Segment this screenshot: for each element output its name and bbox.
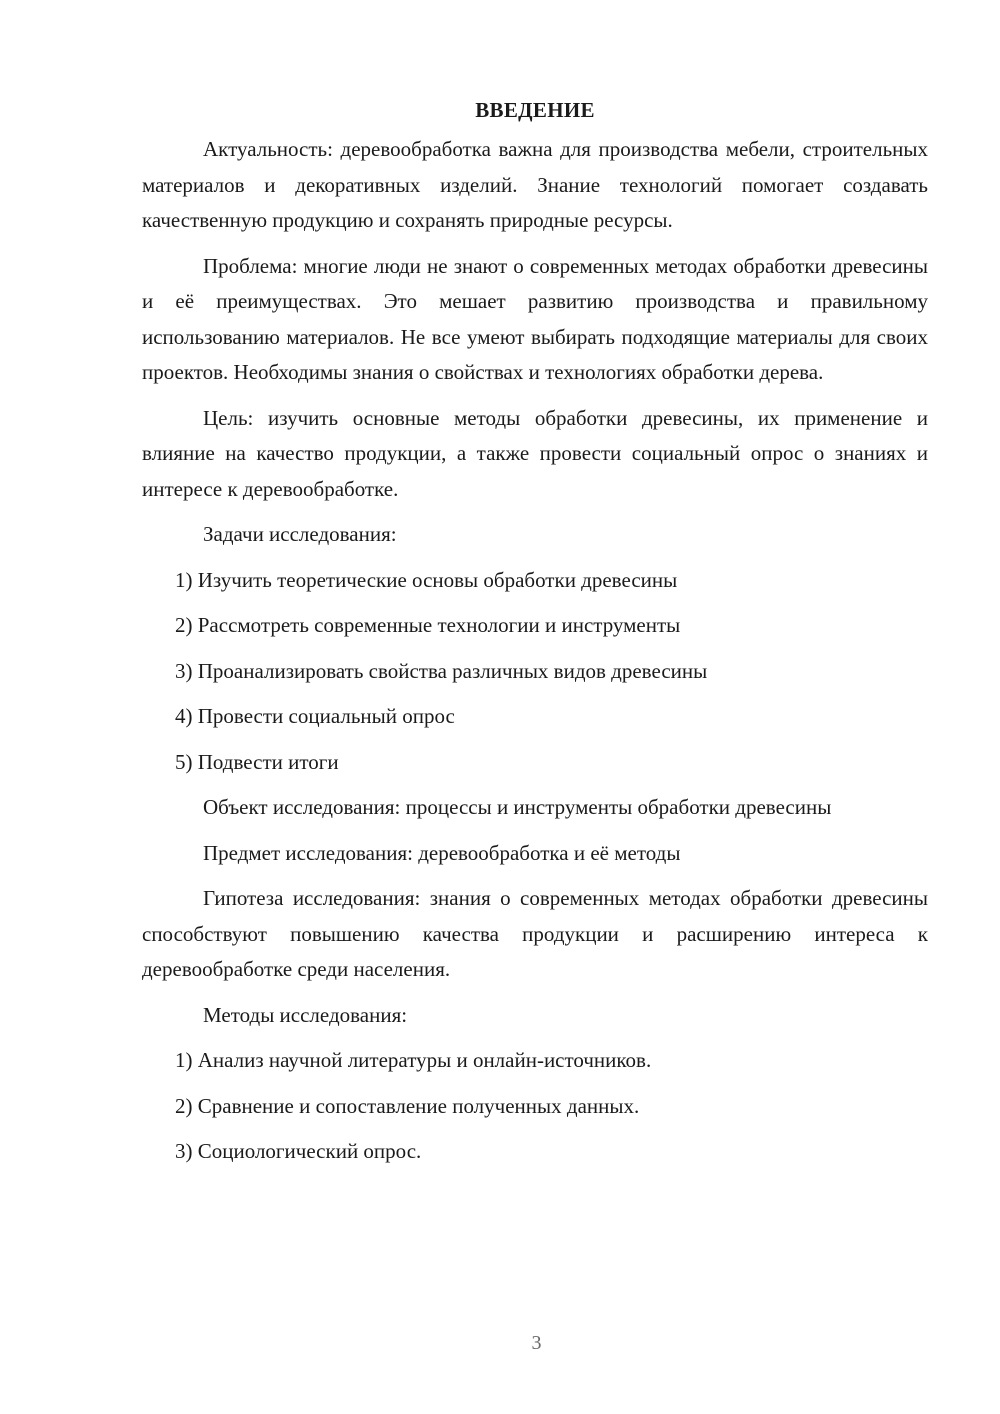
task-item: 2) Рассмотреть современные технологии и инструменты: [175, 613, 681, 637]
method-item: 2) Сравнение и сопоставление полученных данных.: [175, 1093, 640, 1118]
task-item: 1) Изучить теоретические основы обработки древесины: [175, 567, 678, 592]
task-item: 4) Провести социальный опрос: [175, 704, 455, 728]
hypothesis-paragraph: Гипотеза исследования: знания о современных методах обработки древесины способствуют повышению качества продукции и расширению интереса к деревообработке среди населения.: [142, 886, 928, 981]
goal-paragraph: Цель: изучить основные методы обработки древесины, их применение и влияние на качество продукции, а также провести социальный опрос о знаниях и интересе к деревообработке.: [142, 405, 928, 501]
tasks-list: [142, 563, 928, 781]
section-title: ВВЕДЕНИЕ: [475, 98, 595, 122]
document-page: [142, 92, 928, 1180]
page-number: 3: [531, 1332, 542, 1354]
relevance-paragraph: Актуальность: деревообработка важна для производства мебели, строительных материалов и декоративных изделий. Знание технологий помогает создавать качественную продукцию и сохранять природные ресурсы.: [142, 137, 928, 232]
task-item: 3) Проанализировать свойства различных видов древесины: [175, 658, 708, 683]
object-paragraph: Объект исследования: процессы и инструменты обработки древесины: [203, 795, 832, 819]
method-item: 1) Анализ научной литературы и онлайн-источников.: [175, 1048, 652, 1072]
methods-list: [142, 1043, 928, 1170]
subject-paragraph: Предмет исследования: деревообработка и её методы: [203, 840, 681, 865]
task-item: 5) Подвести итоги: [175, 749, 339, 774]
problem-paragraph: Проблема: многие люди не знают о современных методах обработки древесины и её преимуществах. Это мешает развитию производства и правильному использованию материалов. Не все умеют выбирать подходящие материалы для своих проектов. Необходимы знания о свойствах и технологиях обработки дерева.: [142, 253, 928, 384]
method-item: 3) Социологический опрос.: [175, 1139, 422, 1163]
methods-heading: Методы исследования:: [203, 1002, 408, 1027]
tasks-heading: Задачи исследования:: [203, 522, 397, 546]
